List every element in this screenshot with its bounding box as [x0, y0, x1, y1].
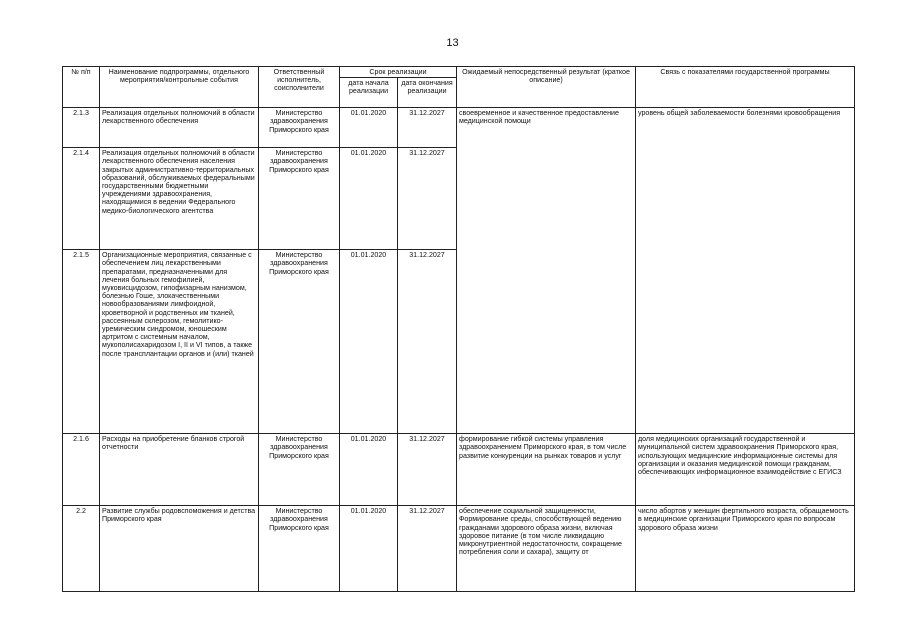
row-number: 2.1.3: [63, 108, 100, 148]
row-name: Развитие службы родовспоможения и детства Приморского края: [100, 506, 259, 592]
header-name: Наименование подпрограммы, отдельного мероприятия/контрольные события: [100, 67, 259, 108]
row-name: Организационные мероприятия, связанные с обеспечением лиц лекарственными препаратами, предназначенными для лечения больных гемофилией, муковисцидозом, гипофизарным нанизмом, болезнью Гоше, злокачественными новообразованиями лимфоидной, кроветворной и родственных им тканей, рассеянным склерозом, гемолитико-уремическим синдромом, юношеским артритом с системным началом, мукополисахаридозом I, II и VI типов, а также после трансплантации органов и (или) тканей: [100, 250, 259, 434]
row-end-date: 31.12.2027: [398, 108, 457, 148]
row-result: своевременное и качественное предоставление медицинской помощи: [457, 108, 636, 434]
header-start-date: дата начала реализации: [340, 78, 398, 108]
row-number: 2.1.6: [63, 434, 100, 506]
header-num: № п/п: [63, 67, 100, 108]
row-link: число абортов у женщин фертильного возраста, обращаемость в медицинские организации Приморского края по вопросам здорового образа жизни: [636, 506, 855, 592]
row-end-date: 31.12.2027: [398, 250, 457, 434]
table-row: [63, 434, 855, 506]
row-executor: Министерство здравоохранения Приморского края: [259, 250, 340, 434]
header-result: Ожидаемый непосредственный результат (краткое описание): [457, 67, 636, 108]
row-start-date: 01.01.2020: [340, 108, 398, 148]
table-row: [63, 506, 855, 592]
row-start-date: 01.01.2020: [340, 148, 398, 250]
table-row: [63, 108, 855, 148]
row-result: формирование гибкой системы управления здравоохранением Приморского края, в том числе развитие конкуренции на рынках товаров и услуг: [457, 434, 636, 506]
row-start-date: 01.01.2020: [340, 506, 398, 592]
row-start-date: 01.01.2020: [340, 434, 398, 506]
row-start-date: 01.01.2020: [340, 250, 398, 434]
header-end-date: дата окончания реализации: [398, 78, 457, 108]
row-end-date: 31.12.2027: [398, 506, 457, 592]
row-end-date: 31.12.2027: [398, 148, 457, 250]
header-link: Связь с показателями государственной программы: [636, 67, 855, 108]
row-name: Реализация отдельных полномочий в области лекарственного обеспечения населения закрытых административно-территориальных образований, обслуживаемых федеральными государственными бюджетными учреждениями здравоохранения, находящимися в ведении Федерального медико-биологического агентства: [100, 148, 259, 250]
row-name: Расходы на приобретение бланков строгой отчетности: [100, 434, 259, 506]
row-executor: Министерство здравоохранения Приморского края: [259, 108, 340, 148]
row-end-date: 31.12.2027: [398, 434, 457, 506]
program-table: [62, 66, 855, 592]
row-name: Реализация отдельных полномочий в области лекарственного обеспечения: [100, 108, 259, 148]
row-link: уровень общей заболеваемости болезнями кровообращения: [636, 108, 855, 434]
row-link: доля медицинских организаций государственной и муниципальной систем здравоохранения Приморского края, использующих медицинские информационные системы для организации и оказания медицинской помощи гражданам, обеспечивающих информационное взаимодействие с ЕГИСЗ: [636, 434, 855, 506]
row-executor: Министерство здравоохранения Приморского края: [259, 148, 340, 250]
row-number: 2.1.4: [63, 148, 100, 250]
row-number: 2.2: [63, 506, 100, 592]
page-number: 13: [446, 37, 459, 49]
row-result: обеспечение социальной защищенности, Формирование среды, способствующей ведению гражданами здорового образа жизни, включая здоровое питание (в том числе ликвидацию микронутриентной недостаточности, сокращение потребления соли и сахара), защиту от: [457, 506, 636, 592]
row-executor: Министерство здравоохранения Приморского края: [259, 506, 340, 592]
row-number: 2.1.5: [63, 250, 100, 434]
header-executor: Ответственный исполнитель, соисполнители: [259, 67, 340, 108]
header-period: Срок реализации: [340, 67, 457, 78]
row-executor: Министерство здравоохранения Приморского края: [259, 434, 340, 506]
